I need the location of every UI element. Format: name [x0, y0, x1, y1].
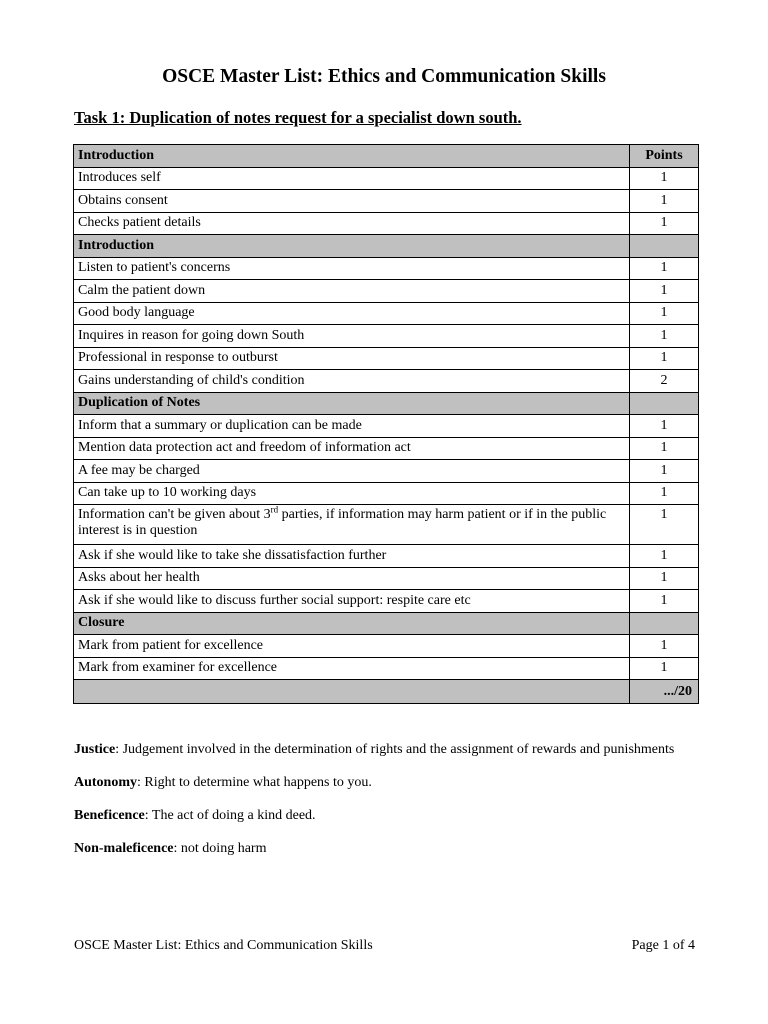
row-points: 1 [630, 635, 699, 658]
table-row [74, 347, 699, 370]
row-item-part: parties, if information may harm patient or if in the public interest is in question [78, 507, 607, 538]
total-row [74, 680, 699, 704]
row-points: 1 [630, 212, 699, 235]
row-item: Checks patient details [74, 212, 630, 235]
definition-text: : Judgement involved in the determination of rights and the assignment of rewards and punishments [115, 742, 675, 757]
row-points: 1 [630, 590, 699, 613]
header-label: Introduction [74, 145, 630, 168]
row-points: 1 [630, 657, 699, 680]
row-points: 1 [630, 257, 699, 280]
row-item: Ask if she would like to discuss further social support: respite care etc [74, 590, 630, 613]
row-item: Mention data protection act and freedom of information act [74, 437, 630, 460]
row-points: 1 [630, 190, 699, 213]
row-points: 1 [630, 325, 699, 348]
row-item: Inquires in reason for going down South [74, 325, 630, 348]
row-item: A fee may be charged [74, 460, 630, 483]
section-heading-row [74, 392, 699, 415]
row-item: Introduces self [74, 167, 630, 190]
row-item: Calm the patient down [74, 280, 630, 303]
section-heading: Closure [74, 612, 630, 635]
row-item: Asks about her health [74, 567, 630, 590]
definition-non-maleficence [74, 840, 694, 857]
table-row [74, 280, 699, 303]
row-points: 1 [630, 545, 699, 568]
table-row [74, 257, 699, 280]
header-points: Points [630, 145, 699, 168]
row-points: 1 [630, 437, 699, 460]
row-points: 1 [630, 460, 699, 483]
definition-term: Beneficence [74, 808, 145, 823]
definition-text: : not doing harm [173, 841, 267, 856]
row-points: 1 [630, 280, 699, 303]
document-title: OSCE Master List: Ethics and Communication Skills [162, 66, 606, 87]
table-row [74, 415, 699, 438]
page-footer [74, 938, 695, 954]
section-heading-points [630, 235, 699, 258]
definition-term: Justice [74, 742, 116, 757]
row-item: Can take up to 10 working days [74, 482, 630, 505]
row-item: Good body language [74, 302, 630, 325]
definition-text: : The act of doing a kind deed. [144, 808, 316, 823]
row-item-superscript: rd [270, 504, 279, 515]
table-row [74, 460, 699, 483]
section-heading-row [74, 235, 699, 258]
definitions [74, 741, 694, 873]
section-heading: Duplication of Notes [74, 392, 630, 415]
section-heading-points [630, 612, 699, 635]
table-row [74, 590, 699, 613]
row-item: Gains understanding of child's condition [74, 370, 630, 393]
definition-term: Non-maleficence [74, 841, 174, 856]
row-points: 1 [630, 302, 699, 325]
table-row [74, 635, 699, 658]
definition-text: : Right to determine what happens to you. [137, 775, 372, 790]
row-item: Listen to patient's concerns [74, 257, 630, 280]
row-item: Obtains consent [74, 190, 630, 213]
table-row [74, 545, 699, 568]
row-item [74, 505, 630, 545]
section-heading: Introduction [74, 235, 630, 258]
definition-autonomy [74, 774, 694, 791]
row-points: 2 [630, 370, 699, 393]
total-label-cell [74, 680, 630, 704]
definition-term: Autonomy [74, 775, 138, 790]
row-points: 1 [630, 567, 699, 590]
table-row [74, 190, 699, 213]
table-row [74, 325, 699, 348]
marking-table [73, 144, 699, 704]
table-row [74, 567, 699, 590]
row-item: Inform that a summary or duplication can be made [74, 415, 630, 438]
row-points: 1 [630, 167, 699, 190]
table-row [74, 370, 699, 393]
task-heading: Task 1: Duplication of notes request for a specialist down south. [74, 108, 522, 127]
row-item-part: Information can't be given about 3 [78, 507, 271, 522]
table-row [74, 482, 699, 505]
row-points: 1 [630, 482, 699, 505]
definition-beneficence [74, 807, 694, 824]
row-item: Mark from patient for excellence [74, 635, 630, 658]
row-points: 1 [630, 415, 699, 438]
section-heading-points [630, 392, 699, 415]
table-row [74, 212, 699, 235]
total-points: .../20 [630, 680, 699, 704]
page-number: Page 1 of 4 [631, 938, 695, 953]
table-row [74, 437, 699, 460]
row-points: 1 [630, 347, 699, 370]
section-heading-row [74, 612, 699, 635]
footer-title: OSCE Master List: Ethics and Communication Skills [74, 938, 373, 953]
table-row [74, 505, 699, 545]
definition-justice [74, 741, 694, 758]
table-row [74, 302, 699, 325]
row-item: Ask if she would like to take she dissatisfaction further [74, 545, 630, 568]
row-item: Professional in response to outburst [74, 347, 630, 370]
table-row [74, 657, 699, 680]
row-item: Mark from examiner for excellence [74, 657, 630, 680]
row-points: 1 [630, 505, 699, 545]
table-row [74, 167, 699, 190]
table-header-row [74, 145, 699, 168]
